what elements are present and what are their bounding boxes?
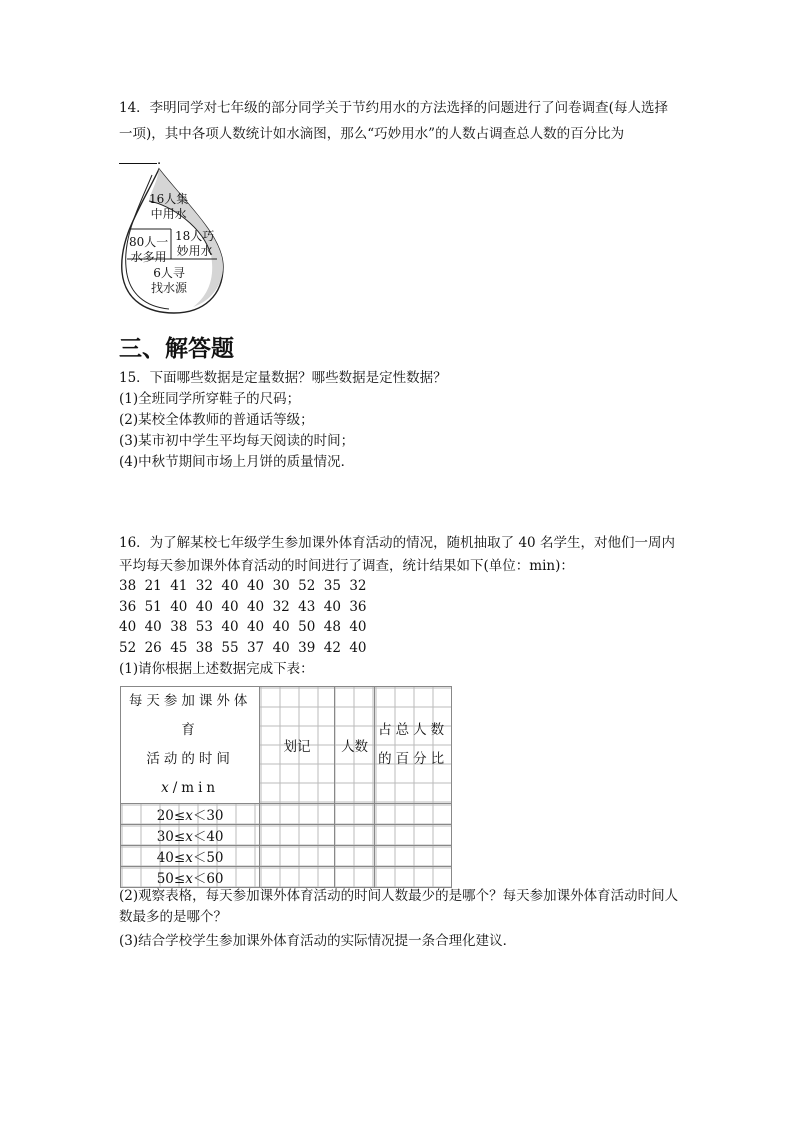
percent-cell[interactable] (375, 846, 452, 867)
data-row: 40 40 38 53 40 40 40 50 48 40 (119, 619, 367, 635)
table-row (121, 804, 452, 825)
tally-cell[interactable] (260, 804, 335, 825)
q14-stem: 14．李明同学对七年级的部分同学关于节约用水的方法选择的问题进行了问卷调查(每人选择一项)，其中各项人数统计如水滴图，那么“巧妙用水”的人数占调查总人数的百分比为 (119, 100, 668, 142)
table-row (121, 825, 452, 846)
drop-label-source: 6人寻 找水源 (151, 266, 188, 295)
q15-item: (4)中秋节期间市场上月饼的质量情况． (119, 454, 355, 470)
q15-item: (1)全班同学所穿鞋子的尺码； (119, 391, 301, 407)
q16-part1: (1)请你根据上述数据完成下表： (119, 661, 314, 677)
tally-cell[interactable] (260, 825, 335, 846)
count-cell[interactable] (334, 846, 374, 867)
drop-label-centralized: 16人集 中用水 (149, 192, 189, 221)
drop-label-clever: 18人巧 妙用水 (175, 229, 215, 258)
percent-cell[interactable] (375, 867, 452, 888)
interval-cell: 40≤x＜50 (121, 846, 260, 867)
q15-item: (2)某校全体教师的普通话等级； (119, 412, 314, 428)
interval-cell: 30≤x＜40 (121, 825, 260, 846)
section-title: 三、解答题 (119, 336, 234, 362)
count-cell[interactable] (334, 867, 374, 888)
count-cell[interactable] (334, 825, 374, 846)
q16-part3: (3)结合学校学生参加课外体育活动的实际情况提一条合理化建议． (119, 933, 517, 949)
data-row: 52 26 45 38 55 37 40 39 42 40 (119, 639, 367, 656)
q15-item: (3)某市初中学生平均每天阅读的时间； (119, 433, 355, 449)
q14-end: ． (157, 152, 171, 168)
header-tally: 划记 (260, 687, 335, 804)
drop-label-reuse: 80人一 水多用 (129, 235, 169, 264)
data-row: 38 21 41 32 40 40 30 52 35 32 (119, 578, 367, 594)
tally-cell[interactable] (260, 867, 335, 888)
percent-cell[interactable] (375, 804, 452, 825)
interval-cell: 50≤x＜60 (121, 867, 260, 888)
count-cell[interactable] (334, 804, 374, 825)
q15-stem: 15．下面哪些数据是定量数据？哪些数据是定性数据？ (119, 370, 447, 386)
q14-text (119, 95, 679, 173)
interval-cell: 20≤x＜30 (121, 804, 260, 825)
percent-cell[interactable] (375, 825, 452, 846)
data-row: 36 51 40 40 40 40 32 43 40 36 (119, 598, 367, 615)
header-time: 每天参加课外体育 活动的时间 x/min (121, 687, 260, 804)
header-count: 人数 (334, 687, 374, 804)
water-drop-figure (119, 167, 229, 315)
table-row (121, 867, 452, 888)
tally-cell[interactable] (260, 846, 335, 867)
answer-blank (119, 149, 157, 164)
table-row (121, 846, 452, 867)
frequency-table (120, 686, 452, 888)
table-header-row (121, 687, 452, 804)
q16-data-grid (119, 576, 375, 658)
q16-stem: 16．为了解某校七年级学生参加课外体育活动的情况，随机抽取了 40 名学生，对他们一周内平均每天参加课外体育活动的时间进行了调查，统计结果如下(单位：min)： (119, 535, 675, 574)
q16-part2: (2)观察表格，每天参加课外体育活动的时间人数最少的是哪个？每天参加课外体育活动时间人数最多的是哪个？ (119, 888, 679, 925)
header-percent: 占总人数 的百分比 (375, 687, 452, 804)
